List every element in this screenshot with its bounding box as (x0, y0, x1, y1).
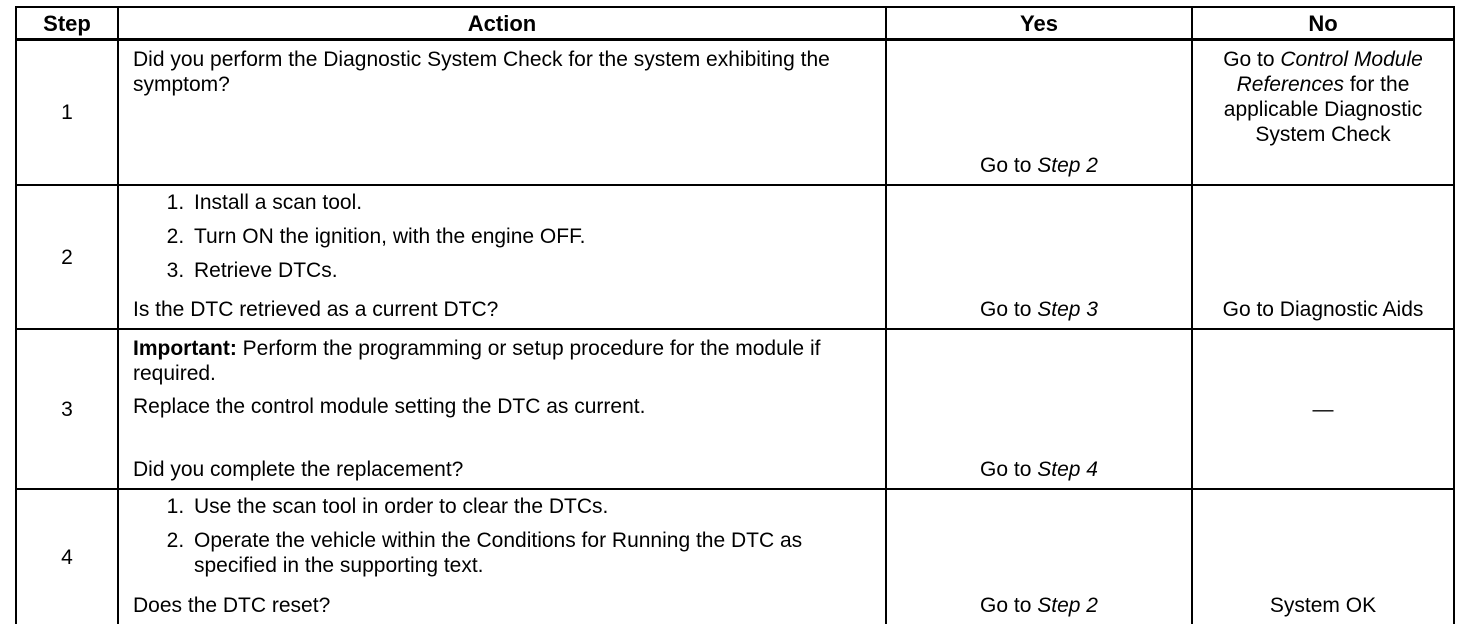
list-item: 1. Install a scan tool. (190, 190, 873, 215)
table-row (16, 489, 1454, 624)
table-row (16, 329, 1454, 489)
header-row (16, 7, 1454, 40)
action-question: Does the DTC reset? (133, 594, 331, 617)
table-row (16, 185, 1454, 329)
yes-cell (886, 329, 1192, 489)
header-no: No (1192, 7, 1454, 40)
no-cell (1192, 40, 1454, 186)
no-cell (1192, 185, 1454, 329)
yes-step-link[interactable]: Step 2 (1037, 154, 1098, 177)
action-list (133, 190, 873, 289)
yes-step-link[interactable]: Step 4 (1037, 458, 1098, 481)
header-yes: Yes (886, 7, 1192, 40)
no-dash: — (1312, 397, 1334, 421)
header-action: Action (118, 7, 886, 40)
step-number: 3 (16, 329, 118, 489)
action-cell (118, 185, 886, 329)
no-text[interactable]: Go to Diagnostic Aids (1222, 298, 1424, 321)
no-text: System OK (1269, 594, 1377, 617)
no-suffix: for the applicable Diagnostic System Check (1223, 73, 1423, 146)
step-number: 1 (16, 40, 118, 186)
yes-step-link[interactable]: Step 3 (1037, 298, 1098, 321)
yes-cell (886, 40, 1192, 186)
yes-prefix: Go to (980, 458, 1038, 481)
yes-step-link[interactable]: Step 2 (1037, 594, 1098, 617)
no-cell (1192, 329, 1454, 489)
step-number: 4 (16, 489, 118, 624)
yes-cell (886, 489, 1192, 624)
no-cell (1192, 489, 1454, 624)
no-reference-link[interactable]: Control Module References (1236, 48, 1423, 96)
yes-prefix: Go to (980, 154, 1038, 177)
step-number: 2 (16, 185, 118, 329)
yes-cell (886, 185, 1192, 329)
list-item: 1. Use the scan tool in order to clear the DTCs. (190, 494, 873, 519)
action-cell (118, 40, 886, 186)
action-list (133, 494, 873, 584)
table-row (16, 40, 1454, 186)
yes-prefix: Go to (980, 594, 1038, 617)
yes-prefix: Go to (980, 298, 1038, 321)
list-item: 2. Turn ON the ignition, with the engine OFF. (190, 224, 873, 249)
list-item: 3. Retrieve DTCs. (190, 258, 873, 283)
action-cell (118, 489, 886, 624)
important-label: Important: (133, 337, 237, 360)
important-note (133, 336, 873, 386)
header-step: Step (16, 7, 118, 40)
diagnostic-table (15, 6, 1455, 624)
action-question: Is the DTC retrieved as a current DTC? (133, 298, 499, 321)
important-text: Perform the programming or setup procedure for the module if required. (133, 337, 821, 385)
action-cell (118, 329, 886, 489)
action-question: Did you perform the Diagnostic System Check for the system exhibiting the symptom? (133, 48, 830, 96)
list-item: 2. Operate the vehicle within the Conditions for Running the DTC as specified in the supporting text. (190, 528, 873, 578)
action-question: Did you complete the replacement? (133, 458, 464, 481)
no-prefix: Go to (1223, 48, 1281, 71)
action-instruction: Replace the control module setting the DTC as current. (133, 395, 646, 418)
